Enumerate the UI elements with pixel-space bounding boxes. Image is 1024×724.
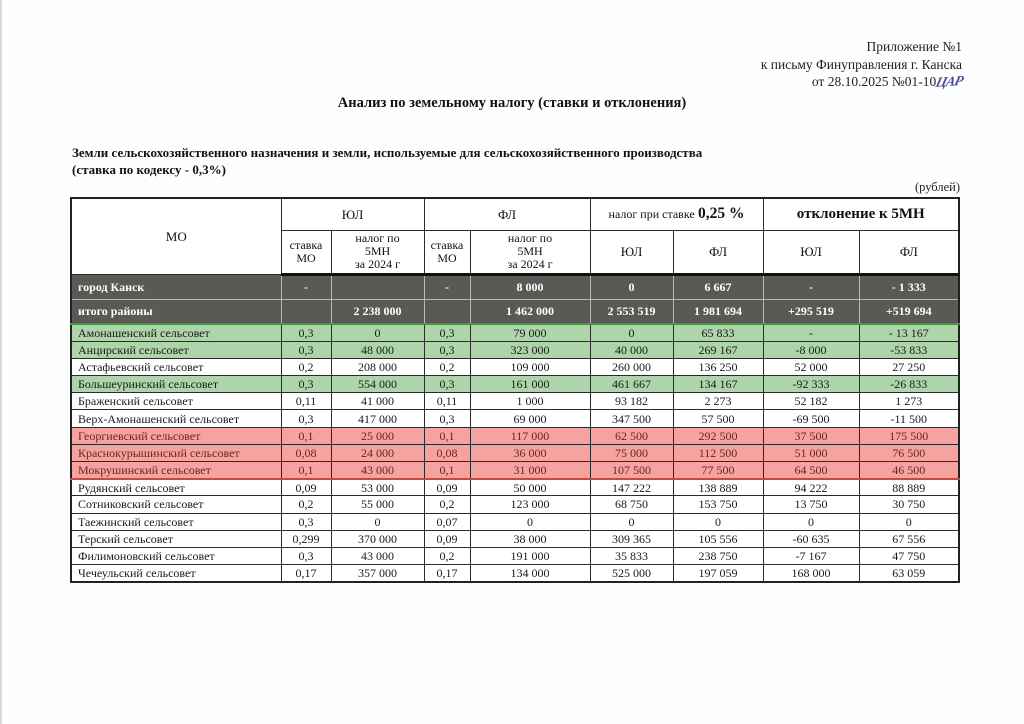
row-label: Браженский сельсовет	[71, 393, 281, 410]
cell-value: 105 556	[673, 530, 763, 547]
cell-value: 0,3	[281, 513, 331, 530]
cell-value: 13 750	[763, 496, 859, 513]
cell-value: 161 000	[470, 376, 590, 393]
cell-value: 41 000	[331, 393, 424, 410]
cell-value: 0,3	[281, 547, 331, 564]
cell-value: 37 500	[763, 427, 859, 444]
page-title: Анализ по земельному налогу (ставки и отклонения)	[337, 95, 687, 111]
row-label: город Канск	[71, 274, 281, 299]
table-row	[71, 444, 959, 461]
cell-value: 554 000	[331, 376, 424, 393]
header-group-row	[71, 198, 959, 230]
cell-value: 57 500	[673, 410, 763, 427]
table-row	[71, 513, 959, 530]
cell-value: 175 500	[859, 427, 959, 444]
cell-value: 0,17	[424, 565, 470, 582]
row-label: Верх-Амонашенский сельсовет	[71, 410, 281, 427]
cell-value: 0,1	[281, 427, 331, 444]
cell-value: -	[281, 274, 331, 299]
cell-value: - 13 167	[859, 324, 959, 341]
cell-value: 53 000	[331, 479, 424, 496]
table-row	[71, 530, 959, 547]
table-body	[71, 274, 959, 582]
col-header-stavka-fl: ставка МО	[424, 230, 470, 274]
cell-value: -26 833	[859, 376, 959, 393]
row-label: Мокрушинский сельсовет	[71, 462, 281, 479]
cell-value: 0,2	[424, 496, 470, 513]
cell-value: 30 750	[859, 496, 959, 513]
row-label: Амонашенский сельсовет	[71, 324, 281, 341]
cell-value: 24 000	[331, 444, 424, 461]
appendix-block	[760, 38, 965, 92]
col-header-dev-yul: ЮЛ	[763, 230, 859, 274]
cell-value: 0,2	[424, 358, 470, 375]
cell-value: 0	[331, 324, 424, 341]
cell-value: 323 000	[470, 341, 590, 358]
cell-value: 0,3	[424, 324, 470, 341]
cell-value: 269 167	[673, 341, 763, 358]
cell-value: 79 000	[470, 324, 590, 341]
col-group-fl: ФЛ	[424, 198, 590, 230]
row-label: Анцирский сельсовет	[71, 341, 281, 358]
cell-value	[424, 299, 470, 324]
cell-value: 260 000	[590, 358, 673, 375]
col-group-yul: ЮЛ	[281, 198, 424, 230]
cell-value: 0,07	[424, 513, 470, 530]
cell-value: 347 500	[590, 410, 673, 427]
cell-value: 0,3	[424, 410, 470, 427]
cell-value: 292 500	[673, 427, 763, 444]
col-header-nalog-yul: налог по 5МН за 2024 г	[331, 230, 424, 274]
cell-value: -53 833	[859, 341, 959, 358]
row-label: Терский сельсовет	[71, 530, 281, 547]
appendix-line-2: к письму Финуправления г. Канска	[760, 56, 962, 72]
row-label: Чечеульский сельсовет	[71, 565, 281, 582]
row-label: Астафьевский сельсовет	[71, 358, 281, 375]
cell-value: 0,08	[281, 444, 331, 461]
cell-value: 1 273	[859, 393, 959, 410]
cell-value: -	[763, 324, 859, 341]
cell-value: 63 059	[859, 565, 959, 582]
cell-value: 52 000	[763, 358, 859, 375]
cell-value: 52 182	[763, 393, 859, 410]
cell-value: 0,11	[424, 393, 470, 410]
cell-value: 417 000	[331, 410, 424, 427]
cell-value: 1 000	[470, 393, 590, 410]
cell-value: 138 889	[673, 479, 763, 496]
cell-value: 147 222	[590, 479, 673, 496]
cell-value: 0,17	[281, 565, 331, 582]
col-header-dev-fl: ФЛ	[859, 230, 959, 274]
row-label: Краснокурышинский сельсовет	[71, 444, 281, 461]
cell-value: 0,2	[424, 547, 470, 564]
cell-value: 123 000	[470, 496, 590, 513]
cell-value: 35 833	[590, 547, 673, 564]
cell-value: 525 000	[590, 565, 673, 582]
cell-value: 38 000	[470, 530, 590, 547]
cell-value: -	[763, 274, 859, 299]
cell-value: 0	[673, 513, 763, 530]
cell-value: 109 000	[470, 358, 590, 375]
row-label: Георгиевский сельсовет	[71, 427, 281, 444]
cell-value: 238 750	[673, 547, 763, 564]
cell-value: 62 500	[590, 427, 673, 444]
cell-value: 134 000	[470, 565, 590, 582]
cell-value: 43 000	[331, 547, 424, 564]
col-header-mo: МО	[71, 198, 281, 274]
cell-value: 25 000	[331, 427, 424, 444]
table-row	[71, 393, 959, 410]
appendix-line-1: Приложение №1	[866, 39, 962, 54]
cell-value: 0,299	[281, 530, 331, 547]
table-row	[71, 274, 959, 299]
cell-value: 134 167	[673, 376, 763, 393]
cell-value: 0,3	[281, 376, 331, 393]
cell-value: 309 365	[590, 530, 673, 547]
row-label: Филимоновский сельсовет	[71, 547, 281, 564]
table-row	[71, 410, 959, 427]
cell-value: 0,1	[424, 462, 470, 479]
row-label: Сотниковский сельсовет	[71, 496, 281, 513]
cell-value: 0	[590, 513, 673, 530]
cell-value: 357 000	[331, 565, 424, 582]
cell-value: 47 750	[859, 547, 959, 564]
cell-value: 0,3	[281, 341, 331, 358]
cell-value: 51 000	[763, 444, 859, 461]
cell-value: -69 500	[763, 410, 859, 427]
cell-value: 0,3	[281, 410, 331, 427]
cell-value: 0,11	[281, 393, 331, 410]
col-header-rate-yul: ЮЛ	[590, 230, 673, 274]
cell-value: 67 556	[859, 530, 959, 547]
cell-value: 40 000	[590, 341, 673, 358]
cell-value: 48 000	[331, 341, 424, 358]
cell-value: 197 059	[673, 565, 763, 582]
cell-value: 55 000	[331, 496, 424, 513]
cell-value: 27 250	[859, 358, 959, 375]
cell-value: -8 000	[763, 341, 859, 358]
cell-value: 0	[590, 274, 673, 299]
appendix-line-3: от 28.10.2025 №01-10ЦАР	[811, 74, 965, 91]
table-row	[71, 341, 959, 358]
cell-value	[281, 299, 331, 324]
cell-value: 0,1	[424, 427, 470, 444]
cell-value: 461 667	[590, 376, 673, 393]
subtitle-line-2: (ставка по кодексу - 0,3%)	[72, 161, 226, 177]
cell-value: 0,09	[424, 530, 470, 547]
cell-value: 77 500	[673, 462, 763, 479]
cell-value: 0	[470, 513, 590, 530]
cell-value: 117 000	[470, 427, 590, 444]
cell-value: 69 000	[470, 410, 590, 427]
cell-value	[331, 274, 424, 299]
cell-value: 0	[859, 513, 959, 530]
table-row	[71, 376, 959, 393]
row-label: итого районы	[71, 299, 281, 324]
table-row	[71, 547, 959, 564]
cell-value: 191 000	[470, 547, 590, 564]
table-row	[71, 427, 959, 444]
cell-value: 0,09	[281, 479, 331, 496]
cell-value: 2 553 519	[590, 299, 673, 324]
cell-value: 0	[590, 324, 673, 341]
cell-value: 370 000	[331, 530, 424, 547]
col-group-deviation: отклонение к 5МН	[763, 198, 959, 230]
col-header-stavka-yul: ставка МО	[281, 230, 331, 274]
cell-value: 88 889	[859, 479, 959, 496]
cell-value: 64 500	[763, 462, 859, 479]
tax-analysis-table	[70, 197, 960, 583]
table-row	[71, 299, 959, 324]
cell-value: -11 500	[859, 410, 959, 427]
cell-value: 2 238 000	[331, 299, 424, 324]
cell-value: 76 500	[859, 444, 959, 461]
table-row	[71, 324, 959, 341]
cell-value: 68 750	[590, 496, 673, 513]
row-label: Таежинский сельсовет	[71, 513, 281, 530]
col-header-rate-fl: ФЛ	[673, 230, 763, 274]
table-row	[71, 479, 959, 496]
cell-value: 36 000	[470, 444, 590, 461]
cell-value: -	[424, 274, 470, 299]
col-header-nalog-fl: налог по 5МН за 2024 г	[470, 230, 590, 274]
table-row	[71, 496, 959, 513]
cell-value: -60 635	[763, 530, 859, 547]
cell-value: 2 273	[673, 393, 763, 410]
handwritten-mark: ЦАР	[934, 74, 965, 91]
cell-value: 0	[331, 513, 424, 530]
row-label: Рудянский сельсовет	[71, 479, 281, 496]
cell-value: 43 000	[331, 462, 424, 479]
cell-value: 168 000	[763, 565, 859, 582]
table-row	[71, 565, 959, 582]
cell-value: 0,2	[281, 358, 331, 375]
table-row	[71, 462, 959, 479]
cell-value: 0,2	[281, 496, 331, 513]
cell-value: 0,09	[424, 479, 470, 496]
cell-value: 0,3	[424, 341, 470, 358]
cell-value: 8 000	[470, 274, 590, 299]
cell-value: -7 167	[763, 547, 859, 564]
row-label: Большеуринский сельсовет	[71, 376, 281, 393]
cell-value: 65 833	[673, 324, 763, 341]
cell-value: 75 000	[590, 444, 673, 461]
cell-value: 136 250	[673, 358, 763, 375]
units-label: (рублей)	[914, 180, 960, 194]
cell-value: -92 333	[763, 376, 859, 393]
cell-value: 208 000	[331, 358, 424, 375]
cell-value: 0,08	[424, 444, 470, 461]
cell-value: +295 519	[763, 299, 859, 324]
cell-value: 31 000	[470, 462, 590, 479]
cell-value: 107 500	[590, 462, 673, 479]
cell-value: 153 750	[673, 496, 763, 513]
cell-value: 0,1	[281, 462, 331, 479]
col-group-rate: налог при ставке 0,25 %	[590, 198, 763, 230]
cell-value: 0,3	[281, 324, 331, 341]
table-row	[71, 358, 959, 375]
cell-value: 1 981 694	[673, 299, 763, 324]
cell-value: 93 182	[590, 393, 673, 410]
subtitle	[72, 145, 962, 178]
cell-value: 112 500	[673, 444, 763, 461]
subtitle-line-1: Земли сельскохозяйственного назначения и земли, используемые для сельскохозяйственного производства	[72, 145, 703, 160]
cell-value: 6 667	[673, 274, 763, 299]
cell-value: +519 694	[859, 299, 959, 324]
cell-value: - 1 333	[859, 274, 959, 299]
cell-value: 94 222	[763, 479, 859, 496]
cell-value: 0,3	[424, 376, 470, 393]
cell-value: 0	[763, 513, 859, 530]
cell-value: 50 000	[470, 479, 590, 496]
cell-value: 1 462 000	[470, 299, 590, 324]
cell-value: 46 500	[859, 462, 959, 479]
